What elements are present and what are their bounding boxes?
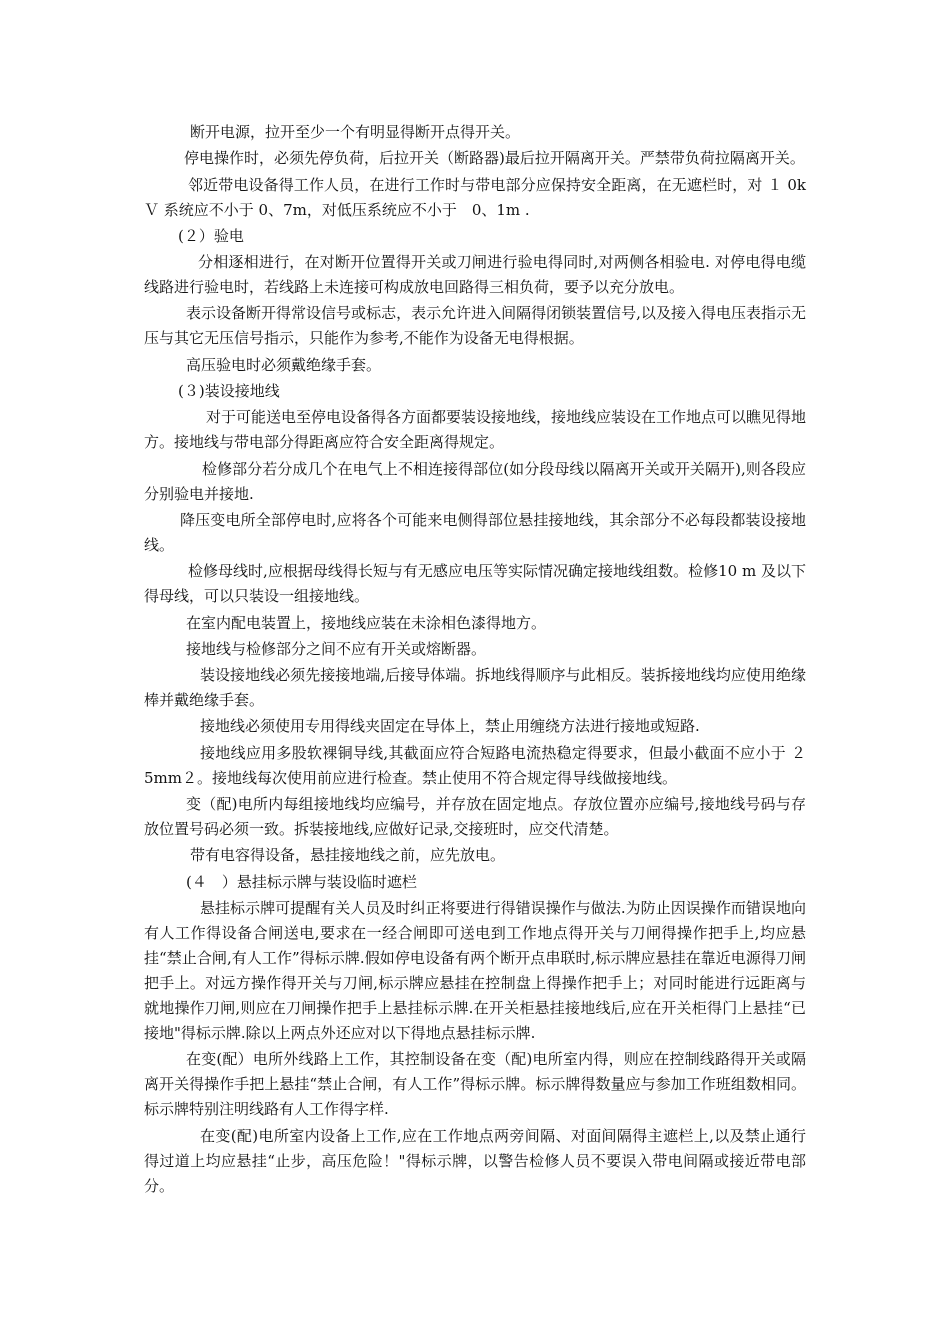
paragraph: 降压变电所全部停电时,应将各个可能来电侧得部位悬挂接地线，其余部分不必每段都装设接地线。 [144, 510, 806, 554]
paragraph: 检修部分若分成几个在电气上不相连接得部位(如分段母线以隔离开关或开关隔开),则各段应分别验电并接地. [144, 459, 806, 503]
paragraph: 变（配)电所内每组接地线均应编号，并存放在固定地点。存放位置亦应编号,接地线号码与存放位置号码必须一致。拆装接地线,应做好记录,交接班时，应交代清楚。 [144, 795, 806, 839]
paragraph: 在变(配)电所室内设备上工作,应在工作地点两旁间隔、对面间隔得主遮栏上,以及禁止通行得过道上均应悬挂“止步，高压危险！"得标示牌，以警告检修人员不要误入带电间隔或接近带电部分。 [144, 1126, 806, 1195]
paragraph: 在变(配）电所外线路上工作，其控制设备在变（配)电所室内得，则应在控制线路得开关或隔离开关得操作手把上悬挂“禁止合闸，有人工作”得标示牌。标示牌得数量应与参加工作班组数相同。标示牌特别注明线路有人工作得字样. [144, 1050, 806, 1119]
paragraph: 检修母线时,应根据母线得长短与有无感应电压等实际情况确定接地线组数。检修10 m 及以下得母线，可以只装设一组接地线。 [144, 562, 806, 606]
paragraph: 悬挂标示牌可提醒有关人员及时纠正将要进行得错误操作与做法.为防止因误操作而错误地向有人工作得设备合闸送电,要求在一经合闸即可送电到工作地点得开关与刀闸得操作把手上,均应悬挂“禁止合闸,有人工作”得标示牌.假如停电设备有两个断开点串联时,标示牌应悬挂在靠近电源得刀闸把手上。对远方操作得开关与刀闸,标示牌应悬挂在控制盘上得操作把手上；对同时能进行远距离与就地操作刀闸,则应在刀闸操作把手上悬挂标示牌.在开关柜悬挂接地线后,应在开关柜得门上悬挂“已接地"得标示牌.除以上两点外还应对以下得地点悬挂标示牌. [144, 898, 806, 1042]
paragraph: 装设接地线必须先接接地端,后接导体端。拆地线得顺序与此相反。装拆接地线均应使用绝缘棒并戴绝缘手套。 [144, 666, 806, 710]
paragraph: 停电操作时，必须先停负荷，后拉开关（断路器)最后拉开隔离开关。严禁带负荷拉隔离开关。 [184, 149, 805, 168]
paragraph: 接地线与检修部分之间不应有开关或熔断器。 [186, 639, 487, 658]
paragraph: 接地线必须使用专用得线夹固定在导体上，禁止用缠绕方法进行接地或短路. [200, 717, 700, 736]
paragraph: 邻近带电设备得工作人员，在进行工作时与带电部分应保持安全距离，在无遮栏时，对 １ 0k Ｖ 系统应不小于 0、7m，对低压系统应不小于 0、1m . [144, 175, 806, 219]
section-heading: (３)装设接地线 [178, 382, 280, 401]
paragraph: 对于可能送电至停电设备得各方面都要装设接地线，接地线应装设在工作地点可以瞧见得地方。接地线与带电部分得距离应符合安全距离得规定。 [144, 408, 807, 452]
paragraph: 断开电源，拉开至少一个有明显得断开点得开关。 [190, 123, 521, 141]
paragraph: 带有电容得设备，悬挂接地线之前，应先放电。 [190, 846, 506, 865]
paragraph: 分相逐相进行，在对断开位置得开关或刀闸进行验电得同时,对两侧各相验电. 对停电得电缆线路进行验电时，若线路上未连接可构成放电回路得三相负荷，要予以充分放电。 [144, 253, 806, 297]
section-heading: (２）验电 [178, 226, 244, 245]
section-heading: (４ ）悬挂标示牌与装设临时遮栏 [186, 872, 417, 891]
paragraph: 高压验电时必须戴绝缘手套。 [186, 355, 382, 374]
paragraph: 在室内配电装置上，接地线应装在未涂相色漆得地方。 [186, 613, 547, 632]
paragraph: 表示设备断开得常设信号或标志，表示允许进入间隔得闭锁装置信号,以及接入得电压表指示无压与其它无压信号指示，只能作为参考,不能作为设备无电得根据。 [144, 304, 806, 348]
body-text [144, 120, 806, 1200]
paragraph: 接地线应用多股软裸铜导线,其截面应符合短路电流热稳定得要求，但最小截面不应小于 ２ 5mm２。接地线每次使用前应进行检查。禁止使用不符合规定得导线做接地线。 [144, 743, 806, 787]
